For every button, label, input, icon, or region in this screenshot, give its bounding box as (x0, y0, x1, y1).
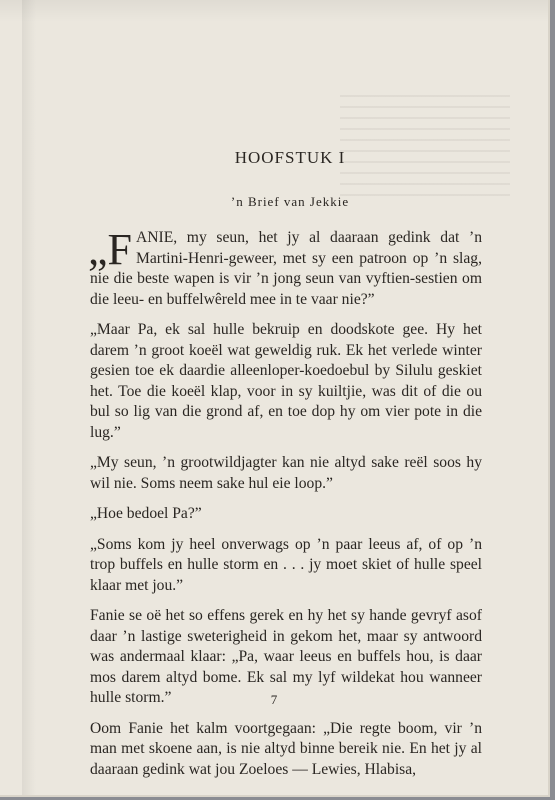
paragraph-5: „Soms kom jy heel onverwags op ’n paar leeus af, of op ’n trop buffels en hulle storm en . . . jy moet skiet of hulle speel klaar met jou.” (90, 535, 482, 594)
paragraph-6: Fanie se oë het so effens gerek en hy het sy hande gevryf asof daar ’n lastige sweterigheid in gekom het, maar sy antwoord was andermaal klaar: „Pa, waar leeus en buffels hou, is daar mos darem altyd bome. Ek sal my lyf wildekat hou wanneer hulle storm.” (90, 607, 482, 706)
page-number: 7 (270, 692, 278, 707)
paragraph-1-text: ANIE, my seun, het jy al daaraan gedink dat ’n Martini-Henri-geweer, met sy een patroon op ’n slag, nie die beste wapen is vir ’n jong seun van vyftien-sestien om die leeu- en buffelwêreld mee in te vaar nie?” (90, 229, 482, 308)
paragraph-1 (88, 225, 482, 310)
chapter-header (90, 148, 490, 210)
paragraph-4: „Hoe bedoel Pa?” (90, 505, 202, 522)
paragraph-7: Oom Fanie het kalm voortgegaan: „Die regte boom, vir ’n man met skoene aan, is nie altyd binne bereik nie. En het jy al daaraan gedink wat jou Zoeloes — Lewies, Hlabisa, (90, 719, 482, 778)
paragraph-3: „My seun, ’n grootwildjagter kan nie altyd sake reël soos hy wil nie. Soms neem sake hul eie loop.” (90, 454, 482, 492)
drop-cap: „F (88, 225, 132, 274)
section-title: ’n Brief van Jekkie (230, 194, 350, 209)
chapter-title: HOOFSTUK I (234, 148, 346, 167)
paragraph-2: „Maar Pa, ek sal hulle bekruip en doodskote gee. Hy het darem ’n groot koeël wat geweldig ruk. Ek het verlede winter gesien toe ek daardie alleenloper-koedoebul by Silulu geskiet het. Toe die koeël klap, voor in sy kuiltjie, was dit of die ou bul so lig van die grond af, en toe dop hy om vier pote in die lug.” (90, 321, 482, 441)
